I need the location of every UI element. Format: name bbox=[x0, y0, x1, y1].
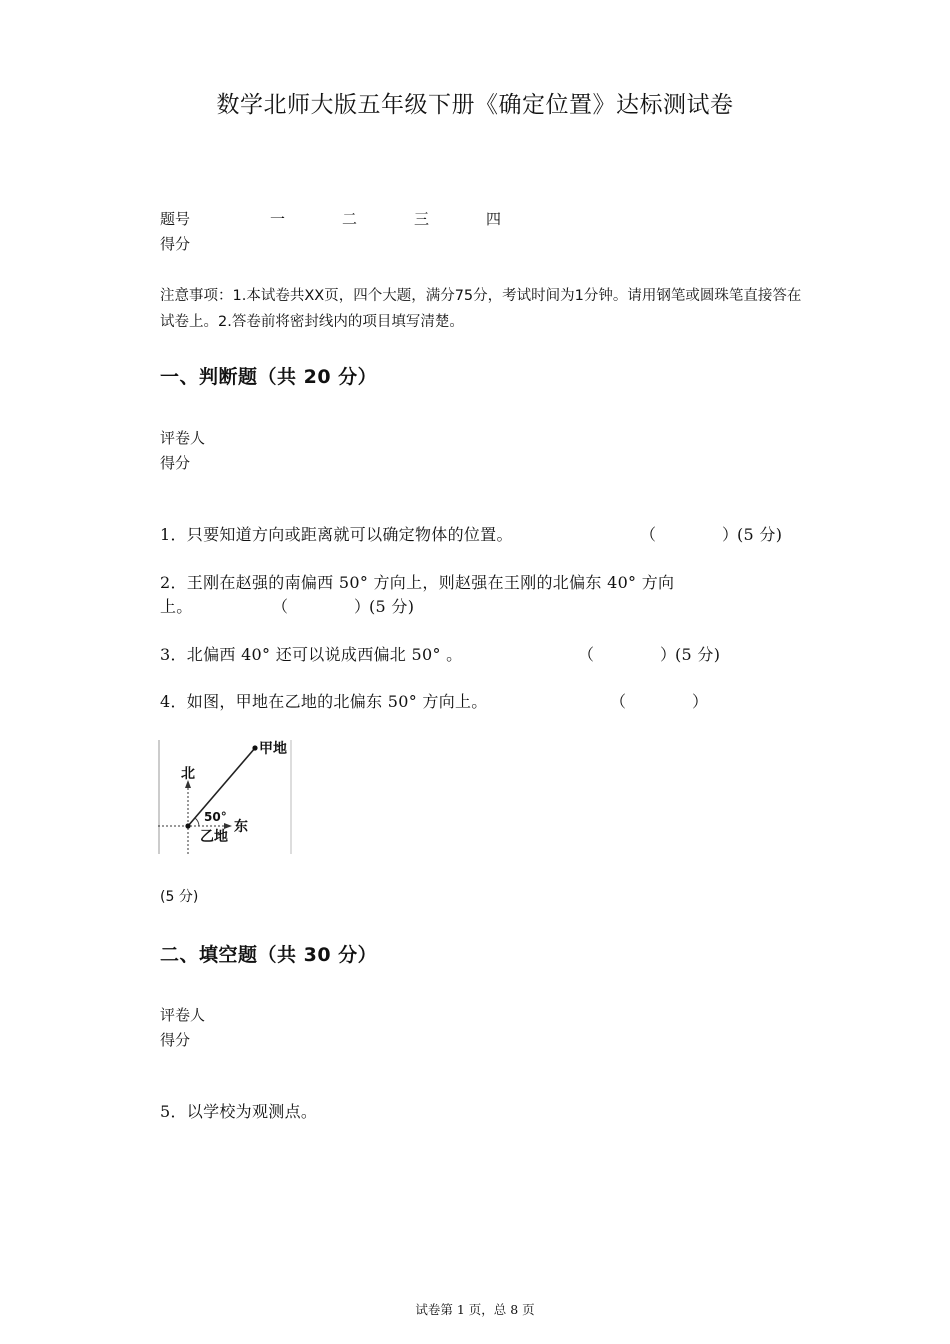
point-b-dot bbox=[185, 823, 190, 828]
point-b-label: 乙地 bbox=[200, 829, 228, 845]
question-2-points: (5 分) bbox=[369, 597, 415, 616]
question-4-paren-close: ） bbox=[692, 692, 709, 711]
section2-score-label: 得分 bbox=[160, 1031, 191, 1049]
page-title: 数学北师大版五年级下册《确定位置》达标测试卷 bbox=[216, 92, 734, 118]
question-3-points: (5 分) bbox=[675, 645, 721, 664]
section1-score-label: 得分 bbox=[160, 454, 191, 472]
question-1-points: (5 分) bbox=[737, 525, 783, 544]
score-table-score-label: 得分 bbox=[160, 235, 191, 253]
score-table-col-1: 一 bbox=[270, 210, 286, 228]
question-4-paren-open: （ bbox=[610, 692, 627, 711]
page-footer: 试卷第 1 页，总 8 页 bbox=[415, 1302, 535, 1317]
point-a-dot bbox=[252, 745, 257, 750]
angle-arc bbox=[195, 818, 199, 826]
question-3-paren-close: ） bbox=[660, 645, 677, 664]
section1-title: 一、判断题（共 20 分） bbox=[160, 366, 378, 388]
question-4 bbox=[160, 689, 488, 712]
angle-label: 50° bbox=[204, 810, 227, 824]
east-label: 东 bbox=[234, 819, 248, 835]
point-a-label: 甲地 bbox=[259, 741, 287, 757]
question-1-paren-close: ） bbox=[722, 525, 739, 544]
question-3 bbox=[160, 642, 462, 665]
question-1 bbox=[160, 522, 513, 545]
section2-grader-box bbox=[160, 1003, 205, 1053]
score-table-header-label: 题号 bbox=[160, 210, 191, 228]
question-2-text-line2: 上。 bbox=[160, 597, 193, 616]
question-4-points: (5 分) bbox=[160, 889, 199, 905]
section1-grader-label: 评卷人 bbox=[160, 429, 206, 447]
question-2-paren-open: （ bbox=[272, 597, 289, 616]
score-table-col-3: 三 bbox=[414, 210, 430, 228]
question-5 bbox=[160, 1099, 317, 1122]
question-1-paren-open: （ bbox=[640, 525, 657, 544]
question-4-text: 4．如图，甲地在乙地的北偏东 50° 方向上。 bbox=[160, 692, 488, 711]
question-1-text: 1．只要知道方向或距离就可以确定物体的位置。 bbox=[160, 525, 513, 544]
section2-title: 二、填空题（共 30 分） bbox=[160, 944, 378, 966]
question-2-text: 2．王刚在赵强的南偏西 50° 方向上，则赵强在王刚的北偏东 40° 方向 bbox=[160, 573, 675, 592]
question-3-text: 3．北偏西 40° 还可以说成西偏北 50° 。 bbox=[160, 645, 463, 664]
section2-grader-label: 评卷人 bbox=[160, 1006, 206, 1024]
question-2-paren-close: ） bbox=[354, 597, 371, 616]
score-table-col-4: 四 bbox=[486, 210, 502, 228]
notice-text: 注意事项：1.本试卷共XX页，四个大题，满分75分，考试时间为1分钟。请用钢笔或圆珠笔直接答在试卷上。2.答卷前将密封线内的项目填写清楚。 bbox=[160, 288, 802, 330]
question-5-text: 5．以学校为观测点。 bbox=[160, 1102, 318, 1121]
direction-figure bbox=[158, 740, 292, 854]
question-2 bbox=[160, 570, 674, 593]
score-table-col-2: 二 bbox=[342, 210, 358, 228]
direction-figure-svg bbox=[158, 740, 292, 854]
question-3-paren-open: （ bbox=[578, 645, 595, 664]
north-label: 北 bbox=[181, 766, 195, 782]
section1-grader-box bbox=[160, 426, 205, 476]
